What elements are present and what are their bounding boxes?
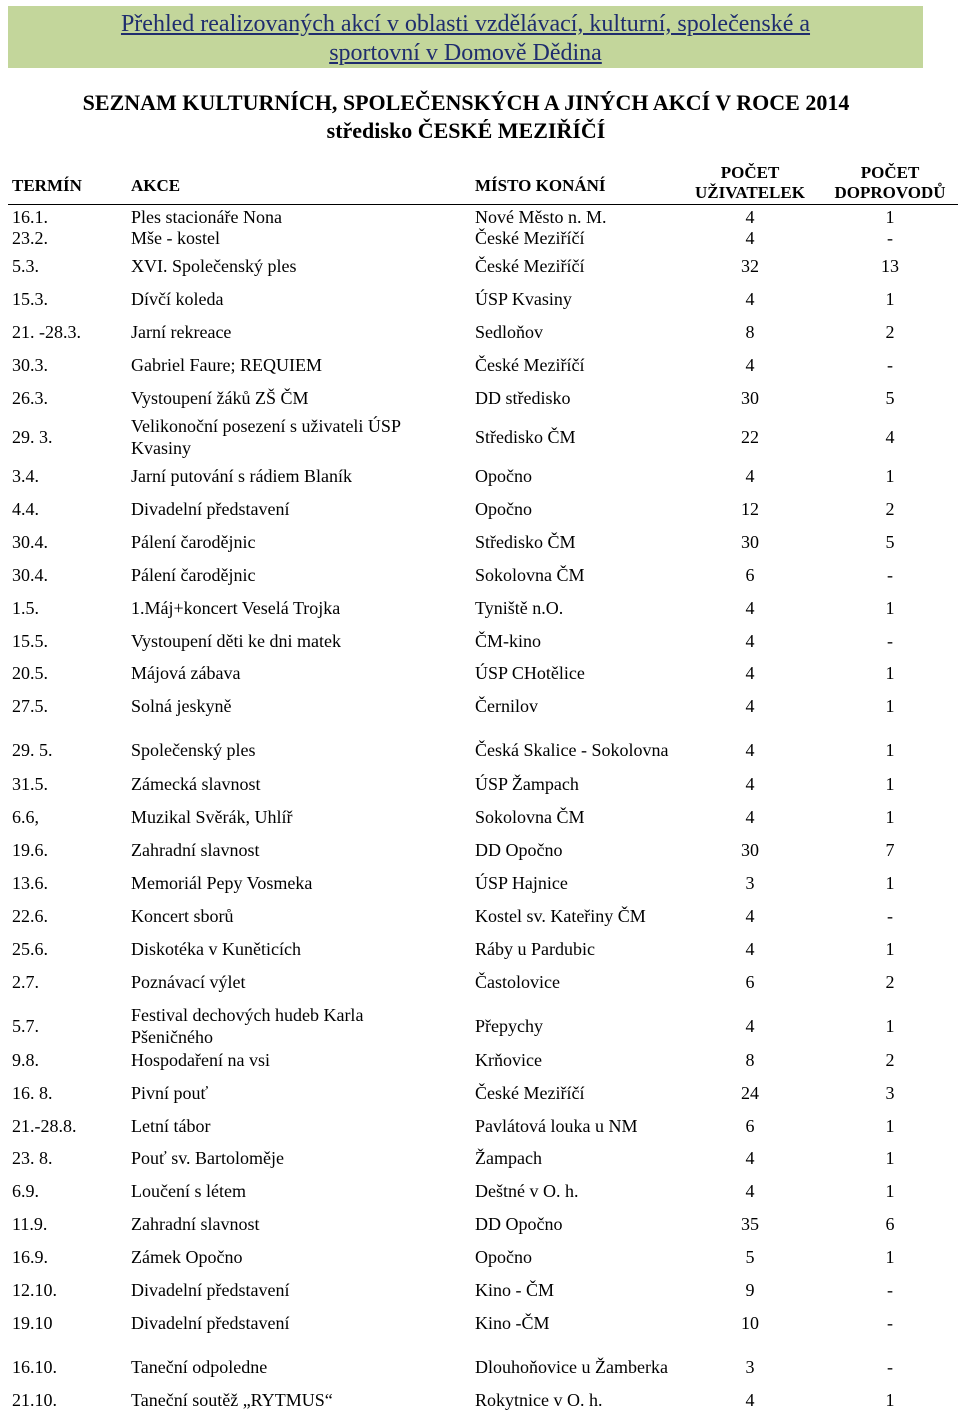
cell-akce: Festival dechových hudeb Karla Pšeničného: [131, 1005, 364, 1047]
cell-termin: 19.6.: [12, 840, 48, 860]
cell-pocet-doprovodu: 7: [885, 840, 895, 860]
cell-pocet-uzivatelek: 8: [745, 1050, 755, 1070]
cell-pocet-uzivatelek: 10: [741, 1313, 759, 1333]
title-line-2: sportovní v Domově Dědina: [329, 40, 602, 66]
cell-misto: Kino - ČM: [475, 1280, 555, 1300]
cell-pocet-doprovodu: 1: [885, 873, 895, 893]
cell-pocet-doprovodu: -: [887, 355, 893, 375]
table-row: [0, 1209, 960, 1239]
cell-akce: Poznávací výlet: [131, 972, 246, 992]
table-row: [0, 560, 960, 590]
cell-pocet-uzivatelek: 6: [745, 565, 755, 585]
cell-pocet-doprovodu: 5: [885, 388, 895, 408]
cell-misto: Deštné v O. h.: [475, 1181, 579, 1201]
cell-misto: Žampach: [475, 1148, 542, 1168]
cell-pocet-doprovodu: 1: [885, 1148, 895, 1168]
cell-akce: Velikonoční posezení s uživateli ÚSP Kvasiny: [131, 416, 401, 458]
cell-akce: Divadelní představení: [131, 1280, 290, 1300]
cell-akce: Vystoupení děti ke dni matek: [131, 631, 341, 651]
cell-misto: Tyniště n.O.: [475, 598, 564, 618]
cell-termin: 16. 8.: [12, 1083, 53, 1103]
cell-akce: Májová zábava: [131, 663, 241, 683]
cell-pocet-doprovodu: 6: [885, 1214, 895, 1234]
table-row: [0, 769, 960, 799]
cell-pocet-doprovodu: -: [887, 631, 893, 651]
cell-pocet-uzivatelek: 6: [745, 972, 755, 992]
cell-akce: Společenský ples: [131, 740, 256, 760]
cell-pocet-doprovodu: -: [887, 1280, 893, 1300]
table-row: [0, 934, 960, 964]
cell-akce: Taneční odpoledne: [131, 1357, 268, 1377]
cell-akce: Zahradní slavnost: [131, 1214, 260, 1234]
cell-pocet-uzivatelek: 4: [745, 939, 755, 959]
table-row: [0, 1242, 960, 1272]
cell-pocet-uzivatelek: 22: [741, 427, 759, 447]
cell-pocet-doprovodu: 1: [885, 939, 895, 959]
cell-termin: 9.8.: [12, 1050, 39, 1070]
cell-termin: 23.2.: [12, 228, 48, 248]
table-row: [0, 494, 960, 524]
cell-akce: Mše - kostel: [131, 228, 220, 248]
cell-pocet-uzivatelek: 12: [741, 499, 759, 519]
cell-pocet-uzivatelek: 4: [745, 774, 755, 794]
cell-termin: 29. 5.: [12, 740, 53, 760]
header-pocet-doprovodu: POČET DOPROVODŮ: [834, 163, 946, 202]
table-row: [0, 1004, 960, 1048]
cell-akce: 1.Máj+koncert Veselá Trojka: [131, 598, 341, 618]
cell-pocet-uzivatelek: 4: [745, 807, 755, 827]
cell-termin: 21.10.: [12, 1390, 57, 1410]
cell-pocet-uzivatelek: 4: [745, 466, 755, 486]
cell-misto: Dlouhoňovice u Žamberka: [475, 1357, 668, 1377]
table-row: [0, 227, 960, 249]
cell-misto: DD Opočno: [475, 840, 563, 860]
cell-termin: 29. 3.: [12, 427, 53, 447]
table-row: [0, 527, 960, 557]
cell-misto: Opočno: [475, 1247, 532, 1267]
cell-misto: ÚSP CHotělice: [475, 663, 585, 683]
cell-akce: Zámecká slavnost: [131, 774, 261, 794]
cell-akce: Hospodaření na vsi: [131, 1050, 270, 1070]
cell-termin: 16.1.: [12, 207, 48, 227]
cell-misto: Rokytnice v O. h.: [475, 1390, 603, 1410]
cell-misto: Kino -ČM: [475, 1313, 550, 1333]
cell-akce: Dívčí koleda: [131, 289, 224, 309]
cell-misto: DD středisko: [475, 388, 571, 408]
cell-pocet-uzivatelek: 35: [741, 1214, 759, 1234]
cell-misto: Středisko ČM: [475, 532, 576, 552]
cell-termin: 11.9.: [12, 1214, 48, 1234]
cell-pocet-doprovodu: 4: [885, 427, 895, 447]
cell-pocet-uzivatelek: 5: [745, 1247, 755, 1267]
cell-termin: 3.4.: [12, 466, 39, 486]
title-banner: [8, 6, 923, 68]
cell-termin: 22.6.: [12, 906, 48, 926]
table-row: [0, 1275, 960, 1305]
cell-misto: České Meziříčí: [475, 1083, 585, 1103]
cell-pocet-doprovodu: 1: [885, 289, 895, 309]
cell-akce: Jarní putování s rádiem Blaník: [131, 466, 352, 486]
cell-termin: 6.6,: [12, 807, 39, 827]
table-row: [0, 383, 960, 413]
cell-termin: 26.3.: [12, 388, 48, 408]
cell-pocet-uzivatelek: 4: [745, 289, 755, 309]
cell-akce: XVI. Společenský ples: [131, 256, 297, 276]
cell-pocet-doprovodu: 1: [885, 1016, 895, 1036]
cell-misto: Ráby u Pardubic: [475, 939, 595, 959]
subtitle-line-1: SEZNAM KULTURNÍCH, SPOLEČENSKÝCH A JINÝCH AKCÍ V ROCE 2014: [82, 90, 850, 115]
cell-akce: Pivní pouť: [131, 1083, 209, 1103]
table-row: [0, 1045, 960, 1075]
cell-misto: Česká Skalice - Sokolovna: [475, 740, 669, 760]
cell-termin: 16.10.: [12, 1357, 57, 1377]
cell-pocet-doprovodu: 2: [885, 322, 895, 342]
cell-pocet-uzivatelek: 4: [745, 228, 755, 248]
cell-misto: ÚSP Hajnice: [475, 873, 568, 893]
cell-pocet-uzivatelek: 3: [745, 873, 755, 893]
table-row: [0, 901, 960, 931]
cell-akce: Gabriel Faure; REQUIEM: [131, 355, 322, 375]
cell-pocet-uzivatelek: 30: [741, 388, 759, 408]
cell-pocet-doprovodu: 1: [885, 207, 895, 227]
header-pocet-uzivatelek: POČET UŽIVATELEK: [695, 163, 805, 202]
table-row: [0, 593, 960, 623]
cell-akce: Divadelní představení: [131, 1313, 290, 1333]
title-line-1: Přehled realizovaných akcí v oblasti vzdělávací, kulturní, společenské a: [120, 11, 811, 37]
cell-akce: Letní tábor: [131, 1116, 211, 1136]
cell-misto: ÚSP Kvasiny: [475, 289, 572, 309]
cell-termin: 15.5.: [12, 631, 48, 651]
table-row: [0, 317, 960, 347]
header-termin: TERMÍN: [12, 176, 82, 195]
cell-termin: 30.4.: [12, 532, 48, 552]
cell-pocet-uzivatelek: 4: [745, 663, 755, 683]
cell-pocet-doprovodu: 1: [885, 807, 895, 827]
cell-misto: Sokolovna ČM: [475, 807, 585, 827]
cell-pocet-uzivatelek: 4: [745, 1148, 755, 1168]
cell-pocet-doprovodu: 1: [885, 466, 895, 486]
cell-termin: 15.3.: [12, 289, 48, 309]
cell-misto: České Meziříčí: [475, 355, 585, 375]
cell-pocet-doprovodu: 1: [885, 696, 895, 716]
cell-pocet-doprovodu: -: [887, 228, 893, 248]
cell-pocet-uzivatelek: 4: [745, 1016, 755, 1036]
cell-pocet-doprovodu: 2: [885, 1050, 895, 1070]
cell-termin: 12.10.: [12, 1280, 57, 1300]
cell-pocet-doprovodu: 2: [885, 972, 895, 992]
table-row: [0, 461, 960, 491]
cell-termin: 21. -28.3.: [12, 322, 81, 342]
cell-pocet-doprovodu: 13: [881, 256, 899, 276]
table-row: [0, 967, 960, 997]
cell-pocet-doprovodu: 1: [885, 598, 895, 618]
cell-pocet-uzivatelek: 30: [741, 532, 759, 552]
cell-pocet-doprovodu: 1: [885, 1116, 895, 1136]
cell-misto: Přepychy: [475, 1016, 543, 1036]
cell-pocet-uzivatelek: 4: [745, 598, 755, 618]
cell-pocet-uzivatelek: 4: [745, 740, 755, 760]
cell-pocet-doprovodu: 2: [885, 499, 895, 519]
table-row: [0, 350, 960, 380]
cell-pocet-doprovodu: -: [887, 565, 893, 585]
cell-pocet-uzivatelek: 4: [745, 1181, 755, 1201]
cell-termin: 19.10: [12, 1313, 53, 1333]
cell-termin: 1.5.: [12, 598, 39, 618]
cell-termin: 23. 8.: [12, 1148, 53, 1168]
cell-pocet-uzivatelek: 6: [745, 1116, 755, 1136]
table-row: [0, 691, 960, 721]
cell-pocet-uzivatelek: 32: [741, 256, 759, 276]
cell-termin: 5.3.: [12, 256, 39, 276]
cell-pocet-uzivatelek: 30: [741, 840, 759, 860]
cell-termin: 13.6.: [12, 873, 48, 893]
cell-akce: Pouť sv. Bartoloměje: [131, 1148, 285, 1168]
cell-termin: 21.-28.8.: [12, 1116, 77, 1136]
cell-pocet-doprovodu: -: [887, 1357, 893, 1377]
cell-misto: Černilov: [475, 696, 538, 716]
cell-pocet-uzivatelek: 4: [745, 207, 755, 227]
cell-akce: Pálení čarodějnic: [131, 532, 256, 552]
table-row: [0, 728, 960, 772]
cell-misto: DD Opočno: [475, 1214, 563, 1234]
table-row: [0, 868, 960, 898]
cell-misto: Sokolovna ČM: [475, 565, 585, 585]
cell-pocet-doprovodu: 1: [885, 774, 895, 794]
cell-akce: Solná jeskyně: [131, 696, 232, 716]
cell-misto: České Meziříčí: [475, 256, 585, 276]
cell-akce: Diskotéka v Kuněticích: [131, 939, 301, 959]
cell-pocet-uzivatelek: 4: [745, 906, 755, 926]
table-row: [0, 658, 960, 688]
cell-pocet-doprovodu: 1: [885, 663, 895, 683]
cell-termin: 6.9.: [12, 1181, 39, 1201]
table-row: [0, 1176, 960, 1206]
table-row: [0, 206, 960, 228]
cell-termin: 4.4.: [12, 499, 39, 519]
cell-pocet-uzivatelek: 3: [745, 1357, 755, 1377]
table-row: [0, 835, 960, 865]
cell-termin: 5.7.: [12, 1016, 39, 1036]
cell-pocet-uzivatelek: 9: [745, 1280, 755, 1300]
cell-akce: Ples stacionáře Nona: [131, 207, 282, 227]
cell-pocet-doprovodu: 1: [885, 1247, 895, 1267]
table-row: [0, 1345, 960, 1389]
cell-termin: 25.6.: [12, 939, 48, 959]
cell-termin: 30.4.: [12, 565, 48, 585]
table-row: [0, 1078, 960, 1108]
cell-pocet-uzivatelek: 4: [745, 696, 755, 716]
cell-akce: Divadelní představení: [131, 499, 290, 519]
cell-pocet-uzivatelek: 4: [745, 355, 755, 375]
header-misto: MÍSTO KONÁNÍ: [475, 176, 606, 195]
cell-termin: 20.5.: [12, 663, 48, 683]
cell-akce: Muzikal Svěrák, Uhlíř: [131, 807, 293, 827]
cell-akce: Loučení s létem: [131, 1181, 246, 1201]
cell-akce: Memoriál Pepy Vosmeka: [131, 873, 313, 893]
cell-misto: Kostel sv. Kateřiny ČM: [475, 906, 646, 926]
cell-pocet-uzivatelek: 24: [741, 1083, 759, 1103]
cell-pocet-doprovodu: 1: [885, 1181, 895, 1201]
cell-pocet-uzivatelek: 4: [745, 1390, 755, 1410]
cell-akce: Taneční soutěž „RYTMUS“: [131, 1390, 333, 1410]
cell-pocet-doprovodu: -: [887, 906, 893, 926]
table-row: [0, 802, 960, 832]
cell-misto: Opočno: [475, 499, 532, 519]
cell-misto: Častolovice: [475, 972, 560, 992]
cell-akce: Zahradní slavnost: [131, 840, 260, 860]
cell-misto: Pavlátová louka u NM: [475, 1116, 638, 1136]
table-row: [0, 284, 960, 314]
table-row: [0, 1143, 960, 1173]
table-row: [0, 251, 960, 281]
cell-termin: 30.3.: [12, 355, 48, 375]
table-row: [0, 626, 960, 656]
cell-misto: ČM-kino: [475, 631, 542, 651]
cell-misto: Krňovice: [475, 1050, 542, 1070]
cell-pocet-doprovodu: 5: [885, 532, 895, 552]
cell-pocet-doprovodu: 1: [885, 740, 895, 760]
cell-termin: 2.7.: [12, 972, 39, 992]
cell-akce: Koncert sborů: [131, 906, 234, 926]
header-divider: [8, 204, 958, 205]
cell-misto: Nové Město n. M.: [475, 207, 607, 227]
cell-termin: 27.5.: [12, 696, 48, 716]
cell-pocet-uzivatelek: 8: [745, 322, 755, 342]
cell-akce: Jarní rekreace: [131, 322, 232, 342]
table-row: [0, 415, 960, 459]
cell-akce: Vystoupení žáků ZŠ ČM: [131, 388, 309, 408]
table-row: [0, 1111, 960, 1141]
cell-misto: ÚSP Žampach: [475, 774, 579, 794]
table-row: [0, 1308, 960, 1338]
subtitle-line-2: středisko ČESKÉ MEZIŘÍČÍ: [326, 118, 606, 143]
cell-misto: Opočno: [475, 466, 532, 486]
cell-akce: Zámek Opočno: [131, 1247, 243, 1267]
cell-termin: 31.5.: [12, 774, 48, 794]
cell-pocet-doprovodu: 3: [885, 1083, 895, 1103]
cell-pocet-uzivatelek: 4: [745, 631, 755, 651]
cell-misto: Sedloňov: [475, 322, 544, 342]
cell-pocet-doprovodu: -: [887, 1313, 893, 1333]
cell-misto: České Meziříčí: [475, 228, 585, 248]
header-akce: AKCE: [131, 176, 181, 195]
cell-akce: Pálení čarodějnic: [131, 565, 256, 585]
cell-pocet-doprovodu: 1: [885, 1390, 895, 1410]
cell-termin: 16.9.: [12, 1247, 48, 1267]
cell-misto: Středisko ČM: [475, 427, 576, 447]
